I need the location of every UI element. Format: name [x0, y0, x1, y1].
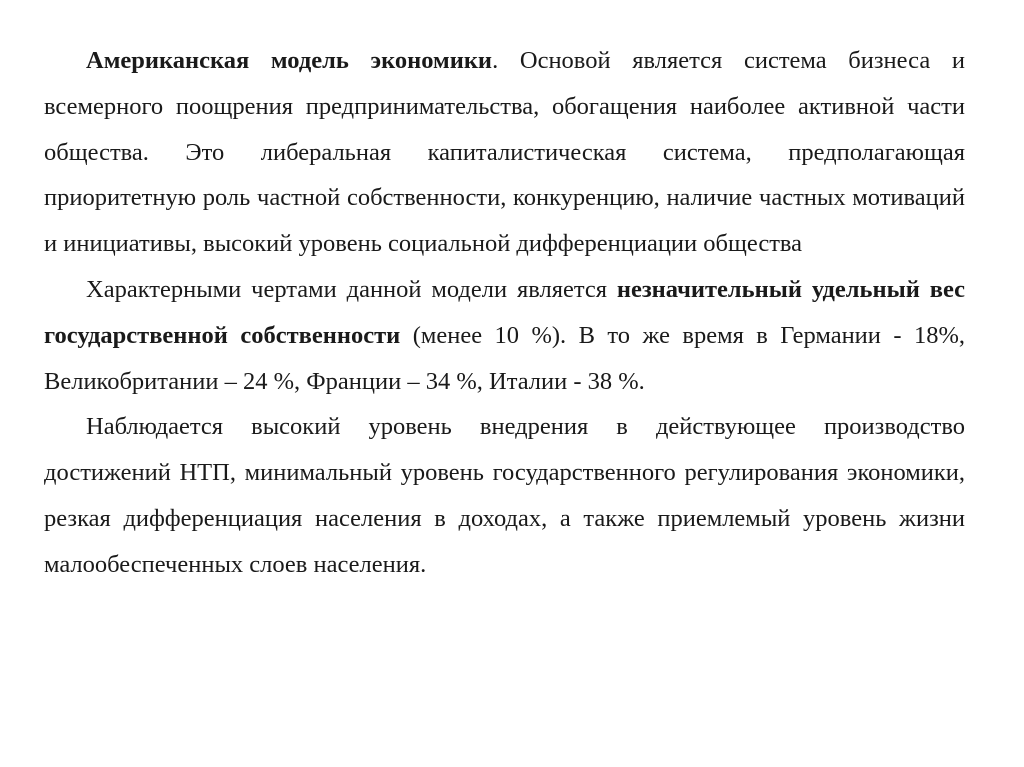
paragraph-observations: [44, 404, 965, 587]
document-page: [44, 38, 965, 588]
paragraph-1-text: . Основой является система бизнеса и всемерного поощрения предпринимательства, обогащения наиболее активной части общества. Это либеральная капиталистическая система, предполагающая приоритетную роль частной собственности, конкуренцию, наличие частных мотиваций и инициативы, высокий уровень социальной дифференциации общества: [44, 47, 965, 258]
bold-heading-american-model: Американская модель экономики: [86, 47, 493, 74]
paragraph-characteristics: [44, 267, 965, 404]
paragraph-2-text-after: (менее 10 %). В то же время в Германии - 18%, Великобритании – 24 %, Франции – 34 %, Италии - 38 %.: [44, 321, 965, 395]
bold-state-property: незначительный удельный вес государственной собственности: [44, 275, 965, 349]
paragraph-2-text-before: Характерными чертами данной модели является: [86, 275, 617, 303]
paragraph-3-text: Наблюдается высокий уровень внедрения в действующее производство достижений НТП, минимальный уровень государственного регулирования экономики, резкая дифференциация населения в доходах, а также приемлемый уровень жизни малообеспеченных слоев населения.: [44, 413, 965, 578]
paragraph-american-model: [44, 38, 965, 267]
